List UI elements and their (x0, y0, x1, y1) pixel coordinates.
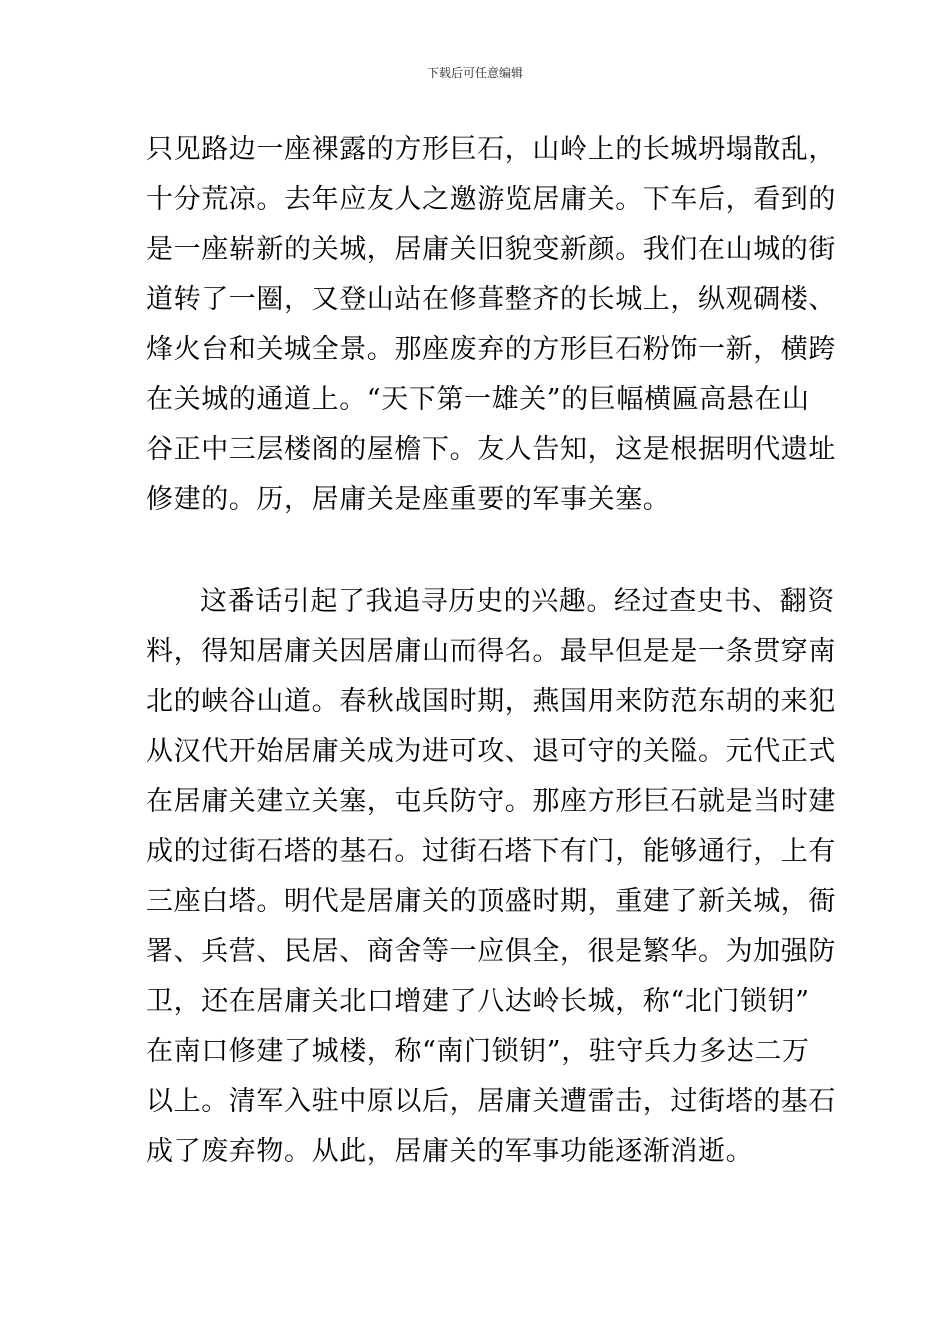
page-header: 下载后可任意编辑 (426, 66, 523, 80)
text-line: 修建的。历，居庸关是座重要的军事关塞。 (146, 484, 671, 515)
text-line: 署、兵营、民居、商舍等一应俱全，很是繁华。为加强防 (146, 936, 836, 967)
text-line: 料，得知居庸关因居庸山而得名。最早但是是一条贯穿南 (146, 636, 836, 667)
text-line: 成了废弃物。从此，居庸关的军事功能逐渐消逝。 (146, 1136, 754, 1167)
text-line: 成的过街石塔的基石。过街石塔下有门，能够通行，上有 (146, 836, 836, 867)
text-line: 在南口修建了城楼，称“南门锁钥”，驻守兵力多达二万 (146, 1036, 810, 1067)
text-line: 是一座崭新的关城，居庸关旧貌变新颜。我们在山城的街 (146, 234, 836, 265)
text-line: 北的峡谷山道。春秋战国时期，燕国用来防范东胡的来犯 (146, 686, 836, 717)
text-line: 在居庸关建立关塞，屯兵防守。那座方形巨石就是当时建 (146, 786, 836, 817)
text-line: 这番话引起了我追寻历史的兴趣。经过查史书、翻资 (200, 586, 835, 617)
text-line: 从汉代开始居庸关成为进可攻、退可守的关隘。元代正式 (146, 736, 836, 767)
text-line: 谷正中三层楼阁的屋檐下。友人告知，这是根据明代遗址 (146, 434, 836, 465)
text-line: 十分荒凉。去年应友人之邀游览居庸关。下车后，看到的 (146, 184, 836, 215)
text-line: 以上。清军入驻中原以后，居庸关遭雷击，过街塔的基石 (146, 1086, 836, 1117)
text-line: 卫，还在居庸关北口增建了八达岭长城，称“北门锁钥” (146, 986, 810, 1017)
text-line: 在关城的通道上。“天下第一雄关”的巨幅横匾高悬在山 (146, 384, 810, 415)
text-line: 三座白塔。明代是居庸关的顶盛时期，重建了新关城，衙 (146, 886, 836, 917)
text-line: 只见路边一座裸露的方形巨石，山岭上的长城坍塌散乱， (146, 134, 836, 165)
paragraph-2 (146, 577, 836, 1177)
paragraph-1 (146, 125, 836, 525)
text-line: 道转了一圈，又登山站在修葺整齐的长城上，纵观碉楼、 (146, 284, 836, 315)
text-line: 烽火台和关城全景。那座废弃的方形巨石粉饰一新，横跨 (146, 334, 836, 365)
